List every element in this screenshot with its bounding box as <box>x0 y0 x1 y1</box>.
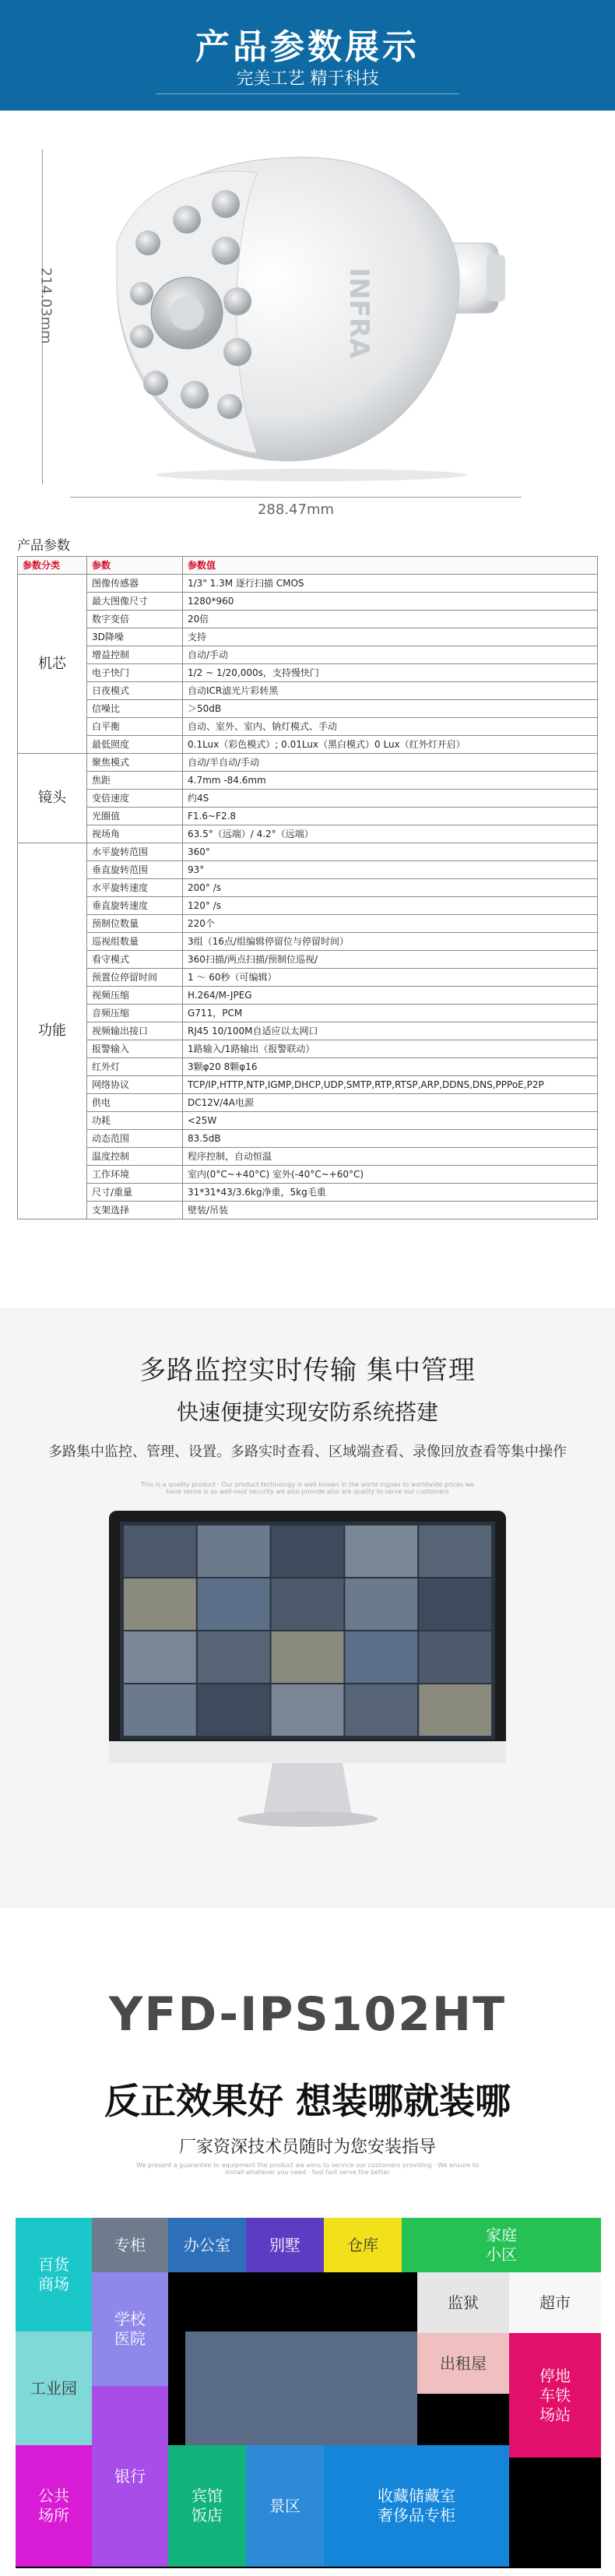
camera-feed-tile <box>198 1526 270 1577</box>
spec-param: 垂直旋转范围 <box>87 861 183 879</box>
spec-value: H.264/M-JPEG <box>183 987 598 1005</box>
spec-value: 支持 <box>183 628 598 646</box>
spec-value: 1280*960 <box>183 593 598 611</box>
monitoring-fine-print: This is a quality product · Our product technology is well known in the world ingoes to worldwide prices we have sense is as well-vast security we also provide also are quality to serve our customers <box>140 1481 475 1495</box>
spec-value: TCP/IP,HTTP,NTP,IGMP,DHCP,UDP,SMTP,RTP,RTSP,ARP,DDNS,DNS,PPPoE,P2P <box>183 1076 598 1094</box>
spec-value: 20倍 <box>183 611 598 628</box>
spec-value: 程序控制，自动恒温 <box>183 1148 598 1166</box>
spec-header-cell: 参数值 <box>183 557 598 575</box>
height-label: 214.03mm <box>37 267 54 344</box>
spec-row <box>18 915 598 933</box>
spec-value: 自动/半自动/手动 <box>183 754 598 772</box>
camera-feed-tile <box>345 1684 417 1736</box>
spec-param: 音频压缩 <box>87 1005 183 1022</box>
camera-feed-tile <box>272 1526 344 1577</box>
spec-param: 图像传感器 <box>87 575 183 593</box>
spec-row <box>18 646 598 664</box>
spec-row <box>18 628 598 646</box>
spec-row <box>18 718 598 736</box>
spec-value: 93° <box>183 861 598 879</box>
spec-value: 壁装/吊装 <box>183 1202 598 1219</box>
spec-row <box>18 808 598 825</box>
spec-value: 360扫描/两点扫描/预制位巡视/ <box>183 951 598 969</box>
spec-row <box>18 1076 598 1094</box>
spec-param: 功耗 <box>87 1112 183 1130</box>
spec-header-row <box>18 557 598 575</box>
spec-row <box>18 951 598 969</box>
spec-value: F1.6~F2.8 <box>183 808 598 825</box>
camera-feed-tile <box>345 1526 417 1577</box>
camera-feed-tile <box>124 1526 196 1577</box>
camera-feed-tile <box>272 1631 344 1683</box>
spec-param: 预制位数量 <box>87 915 183 933</box>
spec-row <box>18 1040 598 1058</box>
scene-tile: 停地 车铁 场站 <box>509 2333 601 2458</box>
spec-value: <25W <box>183 1112 598 1130</box>
monitoring-subheadline: 快速便捷实现安防系统搭建 <box>176 1399 438 1425</box>
spec-param: 红外灯 <box>87 1058 183 1076</box>
spec-param: 变倍速度 <box>87 790 183 808</box>
spec-param: 3D降噪 <box>87 628 183 646</box>
scene-tile: 专柜 <box>92 2218 168 2272</box>
spec-row <box>18 1184 598 1202</box>
spec-param: 白平衡 <box>87 718 183 736</box>
scene-tile: 百货 商场 <box>16 2218 92 2331</box>
spec-row <box>18 825 598 843</box>
scene-tile: 工业园 <box>16 2331 92 2445</box>
spec-row <box>18 1094 598 1112</box>
spec-param: 巡视组数量 <box>87 933 183 951</box>
scene-tile: 学校 医院 <box>92 2272 168 2386</box>
spec-value: 360° <box>183 843 598 861</box>
camera-feed-tile <box>419 1578 491 1630</box>
spec-section-title: 产品参数 <box>17 538 70 554</box>
scene-tile: 家庭 小区 <box>402 2218 601 2272</box>
header-banner <box>0 0 615 111</box>
spec-row <box>18 1166 598 1184</box>
camera-feed-tile <box>419 1526 491 1577</box>
spec-row <box>18 736 598 754</box>
spec-row <box>18 593 598 611</box>
spec-row <box>18 1148 598 1166</box>
spec-value: 3组（16点/组编辑停留位与停留时间） <box>183 933 598 951</box>
spec-param: 水平旋转范围 <box>87 843 183 861</box>
spec-value: 1/3" 1.3M 逐行扫描 CMOS <box>183 575 598 593</box>
spec-value: 31*31*43/3.6kg净重，5kg毛重 <box>183 1184 598 1202</box>
spec-row <box>18 987 598 1005</box>
scene-tile: 宾馆 饭店 <box>168 2445 246 2567</box>
spec-param: 增益控制 <box>87 646 183 664</box>
spec-row <box>18 861 598 879</box>
spec-param: 水平旋转速度 <box>87 879 183 897</box>
scene-tile: 超市 <box>509 2272 601 2333</box>
spec-category: 镜头 <box>18 754 87 843</box>
monitor-image <box>109 1511 506 1838</box>
install-guide-text: 厂家资深技术员随时为您安装指导 <box>178 2138 436 2157</box>
camera-feed-tile <box>198 1631 270 1683</box>
spec-row <box>18 790 598 808</box>
spec-header-cell: 参数 <box>87 557 183 575</box>
spec-row <box>18 772 598 790</box>
camera-feed-tile <box>419 1684 491 1736</box>
scene-tile: 收藏储藏室 奢侈品专柜 <box>324 2445 509 2567</box>
banner-divider <box>156 93 459 94</box>
spec-value: 自动ICR滤光片彩转黑 <box>183 682 598 700</box>
camera-image <box>93 126 529 484</box>
spec-row <box>18 843 598 861</box>
spec-value: 自动、室外、室内、钠灯模式、手动 <box>183 718 598 736</box>
spec-value: G711，PCM <box>183 1005 598 1022</box>
spec-param: 温度控制 <box>87 1148 183 1166</box>
spec-row <box>18 700 598 718</box>
camera-feed-tile <box>419 1631 491 1683</box>
banner-subtitle: 完美工艺 精于科技 <box>236 69 379 89</box>
spec-param: 动态范围 <box>87 1130 183 1148</box>
spec-value: 4.7mm -84.6mm <box>183 772 598 790</box>
model-name: YFD-IPS102HT <box>108 1987 507 2042</box>
spec-header-cell: 参数分类 <box>18 557 87 575</box>
spec-param: 工作环境 <box>87 1166 183 1184</box>
spec-param: 网络协议 <box>87 1076 183 1094</box>
spec-param: 看守模式 <box>87 951 183 969</box>
spec-value: 220个 <box>183 915 598 933</box>
spec-row <box>18 1130 598 1148</box>
spec-param: 垂直旋转速度 <box>87 897 183 915</box>
spec-value: 1 ～ 60秒（可编辑） <box>183 969 598 987</box>
monitoring-section <box>0 1308 615 1908</box>
spec-row <box>18 682 598 700</box>
spec-row <box>18 969 598 987</box>
spec-value: RJ45 10/100M自适应以太网口 <box>183 1022 598 1040</box>
spec-param: 尺寸/重量 <box>87 1184 183 1202</box>
spec-param: 最低照度 <box>87 736 183 754</box>
spec-row <box>18 1112 598 1130</box>
width-dimension <box>70 492 522 516</box>
scene-tile: 公共 场所 <box>16 2445 92 2567</box>
spec-param: 最大图像尺寸 <box>87 593 183 611</box>
spec-row <box>18 754 598 772</box>
monitoring-description: 多路集中监控、管理、设置。多路实时查看、区域端查看、录像回放查看等集中操作 <box>48 1444 567 1460</box>
spec-param: 光圈值 <box>87 808 183 825</box>
spec-value: 1/2 ~ 1/20,000s，支持慢快门 <box>183 664 598 682</box>
scene-tile: 出租屋 <box>417 2333 509 2394</box>
model-fine-print: We present a guarantee to equipment the product we aims to service our customers providing · We ensure to install whatever you need · fast fast serve the better <box>136 2162 479 2176</box>
scene-tile: 别墅 <box>246 2218 324 2272</box>
spec-param: 视场角 <box>87 825 183 843</box>
spec-value: 0.1Lux（彩色模式）; 0.01Lux（黑白模式）0 Lux（红外灯开启） <box>183 736 598 754</box>
spec-value: 自动/手动 <box>183 646 598 664</box>
banner-title: 产品参数展示 <box>195 27 420 67</box>
monitoring-headline: 多路监控实时传输 集中管理 <box>139 1355 476 1386</box>
spec-value: 63.5°（远端）/ 4.2°（远端） <box>183 825 598 843</box>
spec-row <box>18 1022 598 1040</box>
camera-feed-tile <box>272 1684 344 1736</box>
spec-row <box>18 879 598 897</box>
spec-row <box>18 575 598 593</box>
spec-value: DC12V/4A电源 <box>183 1094 598 1112</box>
camera-feed-tile <box>124 1631 196 1683</box>
scene-tile: 仓库 <box>324 2218 402 2272</box>
spec-value: 120° /s <box>183 897 598 915</box>
svg-text:INFRA: INFRA <box>343 267 374 359</box>
spec-param: 预置位停留时间 <box>87 969 183 987</box>
spec-table <box>17 556 598 1219</box>
spec-param: 供电 <box>87 1094 183 1112</box>
spec-param: 视频输出接口 <box>87 1022 183 1040</box>
camera-feed-tile <box>198 1684 270 1736</box>
spec-value: 83.5dB <box>183 1130 598 1148</box>
spec-param: 支架选择 <box>87 1202 183 1219</box>
product-image-area <box>0 111 615 523</box>
scene-tile: 银行 <box>92 2386 168 2567</box>
spec-value: ＞50dB <box>183 700 598 718</box>
camera-feed-tile <box>124 1684 196 1736</box>
spec-value: 约4S <box>183 790 598 808</box>
spec-param: 视频压缩 <box>87 987 183 1005</box>
height-dimension <box>31 150 54 484</box>
camera-feed-tile <box>345 1578 417 1630</box>
spec-value: 3颗φ20 8颗φ16 <box>183 1058 598 1076</box>
spec-param: 聚焦模式 <box>87 754 183 772</box>
model-section <box>0 1916 615 2576</box>
spec-category: 机芯 <box>18 575 87 754</box>
width-label: 288.47mm <box>257 501 335 518</box>
camera-feed-tile <box>272 1578 344 1630</box>
spec-row <box>18 1202 598 1219</box>
camera-feed-tile <box>345 1631 417 1683</box>
spec-category: 功能 <box>18 843 87 1219</box>
spec-row <box>18 611 598 628</box>
slogan: 反正效果好 想装哪就装哪 <box>104 2080 511 2122</box>
spec-value: 1路输入/1路输出（报警联动） <box>183 1040 598 1058</box>
spec-row <box>18 664 598 682</box>
spec-value: 200° /s <box>183 879 598 897</box>
spec-row <box>18 1058 598 1076</box>
spec-param: 电子快门 <box>87 664 183 682</box>
spec-param: 报警输入 <box>87 1040 183 1058</box>
spec-param: 日夜模式 <box>87 682 183 700</box>
scene-tile: 景区 <box>246 2445 324 2567</box>
spec-param: 信噪比 <box>87 700 183 718</box>
spec-row <box>18 933 598 951</box>
camera-feed-tile <box>124 1578 196 1630</box>
spec-value: 室内(0°C~+40°C) 室外(-40°C~+60°C) <box>183 1166 598 1184</box>
spec-row <box>18 1005 598 1022</box>
camera-feed-tile <box>198 1578 270 1630</box>
scenarios-mosaic <box>16 2218 601 2568</box>
scene-tile: 监狱 <box>417 2272 509 2333</box>
spec-param: 数字变倍 <box>87 611 183 628</box>
scene-tile: 办公室 <box>168 2218 246 2272</box>
spec-row <box>18 897 598 915</box>
spec-param: 焦距 <box>87 772 183 790</box>
